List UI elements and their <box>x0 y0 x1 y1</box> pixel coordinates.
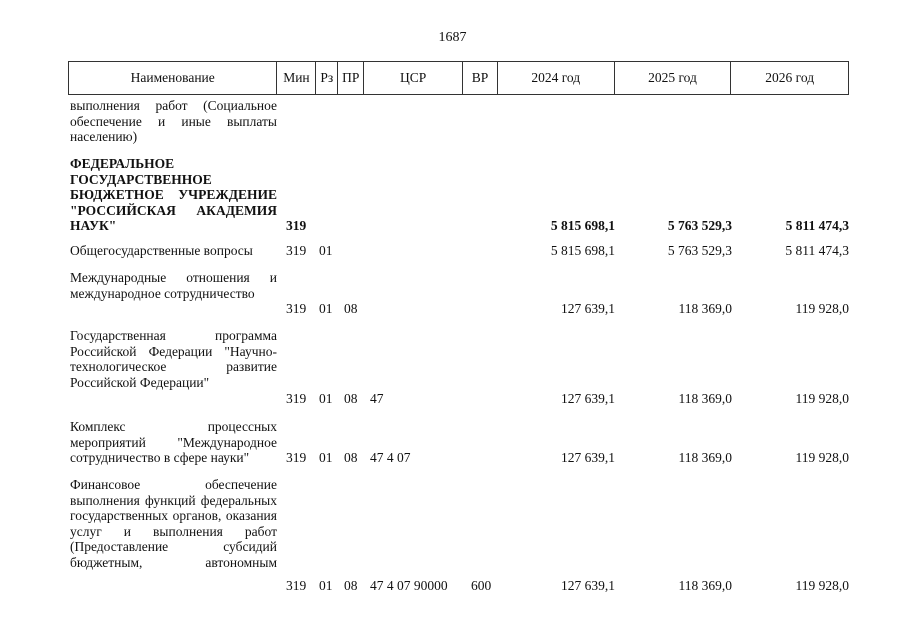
row-2025: 5 763 529,3 <box>667 243 732 259</box>
row-name: ФЕДЕРАЛЬНОЕ ГОСУДАРСТВЕННОЕ БЮДЖЕТНОЕ УЧРЕЖДЕНИЕ "РОССИЙСКАЯ АКАДЕМИЯ НАУК" <box>70 156 277 234</box>
row-2026: 119 928,0 <box>795 578 849 594</box>
row-name: Комплекс процессных мероприятий "Международное сотрудничество в сфере науки" <box>70 419 277 466</box>
table-row <box>70 477 849 594</box>
row-2026: 5 811 474,3 <box>785 218 849 234</box>
table-header <box>68 61 849 95</box>
header-min: Мин <box>277 62 316 94</box>
row-name: Общегосударственные вопросы <box>70 243 253 258</box>
table-row <box>70 270 849 317</box>
row-min: 319 <box>286 578 307 594</box>
row-rz: 01 <box>319 450 333 466</box>
row-2025: 118 369,0 <box>678 450 732 466</box>
row-2025: 5 763 529,3 <box>667 218 732 234</box>
row-min: 319 <box>286 391 307 407</box>
header-2026: 2026 год <box>765 70 815 85</box>
row-rz: 01 <box>319 301 333 317</box>
row-2024: 127 639,1 <box>561 301 615 317</box>
row-2024: 127 639,1 <box>561 391 615 407</box>
row-name: Финансовое обеспечение выполнения функций федеральных государственных органов, оказания услуг и выполнения работ (Предоставление субсидий бюджетным, автономным <box>70 477 277 570</box>
header-csr: ЦСР <box>364 62 463 94</box>
header-vr: ВР <box>463 62 498 94</box>
table-row <box>70 243 849 259</box>
row-2024: 127 639,1 <box>561 578 615 594</box>
row-min: 319 <box>286 243 307 259</box>
row-name: Государственная программа Российской Федерации "Научно-технологическое развитие Российской Федерации" <box>70 328 277 390</box>
row-2026: 5 811 474,3 <box>785 243 849 259</box>
row-2024: 5 815 698,1 <box>550 243 615 259</box>
row-pr: 08 <box>344 578 358 594</box>
table-row <box>70 156 849 234</box>
row-2026: 119 928,0 <box>795 450 849 466</box>
row-name: Международные отношения и международное сотрудничество <box>70 270 277 301</box>
table-row <box>70 98 849 145</box>
header-2025: 2025 год <box>615 62 732 94</box>
header-2024: 2024 год <box>498 62 615 94</box>
row-csr: 47 <box>370 391 384 407</box>
row-csr: 47 4 07 90000 <box>370 578 448 594</box>
row-2026: 119 928,0 <box>795 301 849 317</box>
header-rz: Рз <box>316 62 338 94</box>
row-2025: 118 369,0 <box>678 391 732 407</box>
row-csr: 47 4 07 <box>370 450 411 466</box>
row-2024: 5 815 698,1 <box>550 218 615 234</box>
row-2024: 127 639,1 <box>561 450 615 466</box>
page-number: 1687 <box>438 30 467 45</box>
row-min: 319 <box>286 218 307 234</box>
row-rz: 01 <box>319 391 333 407</box>
header-pr: ПР <box>338 62 364 94</box>
row-vr: 600 <box>471 578 492 594</box>
row-2026: 119 928,0 <box>795 391 849 407</box>
row-pr: 08 <box>344 301 358 317</box>
row-name: выполнения работ (Социальное обеспечение и иные выплаты населению) <box>70 98 277 145</box>
row-2025: 118 369,0 <box>678 578 732 594</box>
row-rz: 01 <box>319 578 333 594</box>
row-pr: 08 <box>344 391 358 407</box>
table-row <box>70 328 849 407</box>
row-min: 319 <box>286 301 307 317</box>
row-rz: 01 <box>319 243 333 259</box>
row-2025: 118 369,0 <box>678 301 732 317</box>
row-min: 319 <box>286 450 307 466</box>
header-name: Наименование <box>69 62 277 94</box>
row-pr: 08 <box>344 450 358 466</box>
table-row <box>70 419 849 466</box>
